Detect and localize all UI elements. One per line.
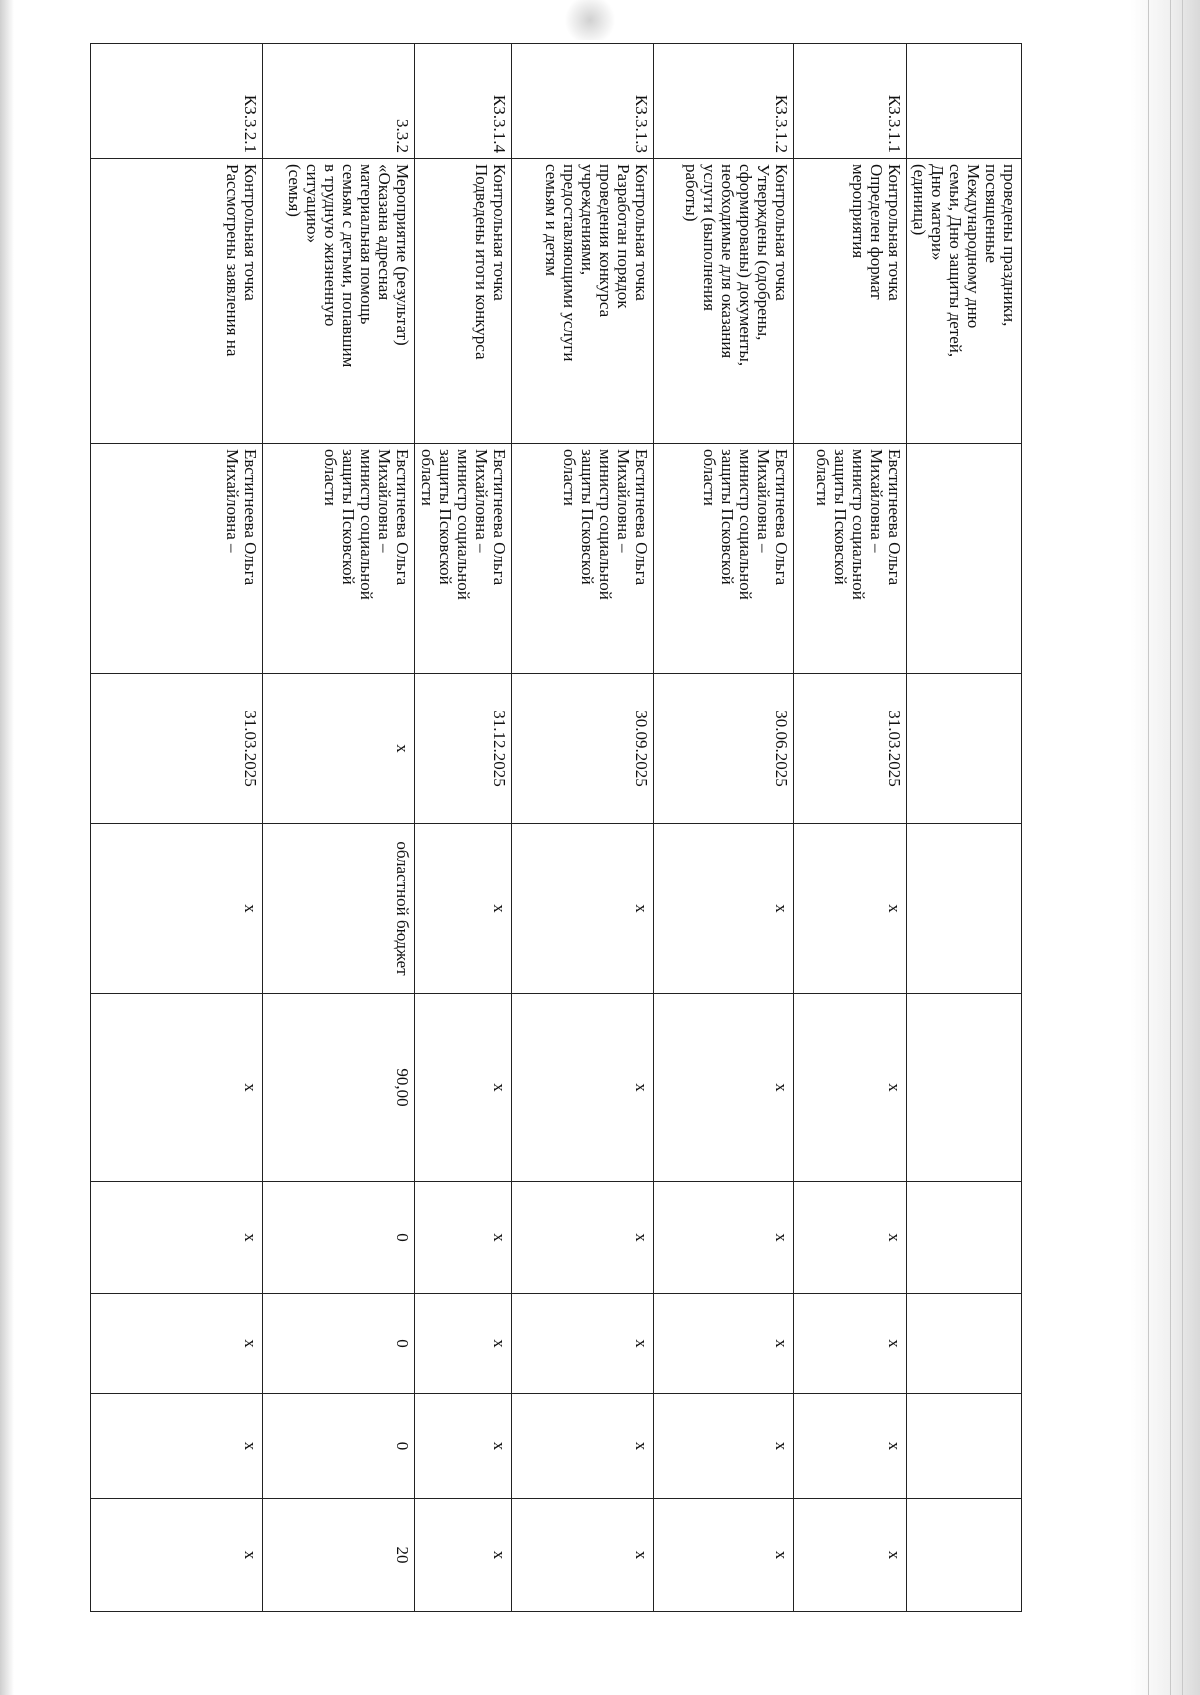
row-value-2: x [512, 1182, 654, 1294]
row-name-line: предоставляющими услуги [560, 164, 579, 362]
row-responsible-line: области [418, 449, 437, 506]
row-name-line: Контрольная точка [885, 164, 904, 301]
row-name [512, 159, 654, 444]
row-responsible-line: Евстигнеева Ольга [490, 449, 509, 586]
row-date: 31.03.2025 [91, 674, 263, 824]
row-code: КЗ.3.1.2 [654, 44, 794, 159]
row-value-2: x [91, 1182, 263, 1294]
row-name-line: Контрольная точка [241, 164, 260, 301]
row-name [654, 159, 794, 444]
row-responsible-line: области [700, 449, 719, 506]
row-responsible-line: защиты Псковской [831, 449, 850, 585]
row-value-3: x [654, 1294, 794, 1394]
row-name [415, 159, 512, 444]
row-value-1 [907, 994, 1022, 1182]
row-source [907, 824, 1022, 994]
row-responsible-line: защиты Псковской [339, 449, 358, 585]
row-responsible-line: Михайловна – [472, 449, 491, 553]
row-responsible-line: Евстигнеева Ольга [772, 449, 791, 586]
row-value-4 [907, 1394, 1022, 1499]
row-responsible [794, 444, 907, 674]
row-name-line: материальная помощь [357, 164, 376, 325]
table-row [794, 44, 907, 1612]
scan-left-edge [0, 0, 14, 1695]
table-body [91, 44, 1022, 1612]
row-name-line: Дню матери» [928, 164, 947, 261]
row-value-3: x [512, 1294, 654, 1394]
row-name-line: Контрольная точка [490, 164, 509, 301]
row-name-line: необходимые для оказания [718, 164, 737, 359]
table-row [907, 44, 1022, 1612]
row-responsible-line: Михайловна – [223, 449, 242, 553]
row-responsible-line: защиты Псковской [436, 449, 455, 585]
row-name-line: Рассмотрены заявления на [223, 164, 242, 357]
row-value-2: x [794, 1182, 907, 1294]
row-responsible-line: министр социальной [357, 449, 376, 600]
row-value-1: x [794, 994, 907, 1182]
row-responsible-line: области [813, 449, 832, 506]
row-responsible-line: Евстигнеева Ольга [241, 449, 260, 586]
row-date: 30.06.2025 [654, 674, 794, 824]
row-source: x [654, 824, 794, 994]
row-value-1: 90,00 [263, 994, 415, 1182]
row-responsible-line: Евстигнеева Ольга [393, 449, 412, 586]
row-name-line: проведены праздники, [1000, 164, 1019, 327]
row-value-5: x [794, 1499, 907, 1612]
row-value-4: x [654, 1394, 794, 1499]
row-value-3: x [794, 1294, 907, 1394]
row-name-line: услуги (выполнения [700, 164, 719, 311]
table-row [512, 44, 654, 1612]
table-row [91, 44, 263, 1612]
row-name-line: сформированы) документы, [736, 164, 755, 367]
table-row [263, 44, 415, 1612]
row-responsible-line: министр социальной [596, 449, 615, 600]
row-value-1: x [415, 994, 512, 1182]
row-responsible [91, 444, 263, 674]
row-name-line: Контрольная точка [772, 164, 791, 301]
row-value-4: x [512, 1394, 654, 1499]
table-row [654, 44, 794, 1612]
row-date [907, 674, 1022, 824]
plan-table [90, 43, 1022, 1612]
row-value-5: x [91, 1499, 263, 1612]
row-name-line: семьи, Дню защиты детей, [946, 164, 965, 358]
row-name [91, 159, 263, 444]
row-responsible [512, 444, 654, 674]
row-code: 3.3.2 [263, 44, 415, 159]
table-row [415, 44, 512, 1612]
row-date: 31.12.2025 [415, 674, 512, 824]
row-name-line: Определен формат [867, 164, 886, 300]
row-source: x [91, 824, 263, 994]
row-name-line: «Оказана адресная [375, 164, 394, 301]
row-responsible-line: области [560, 449, 579, 506]
row-value-4: x [415, 1394, 512, 1499]
row-value-5: 20 [263, 1499, 415, 1612]
row-responsible-line: защиты Псковской [718, 449, 737, 585]
row-code: КЗ.3.1.1 [794, 44, 907, 159]
row-value-3 [907, 1294, 1022, 1394]
row-responsible-line: министр социальной [736, 449, 755, 600]
row-value-2: 0 [263, 1182, 415, 1294]
row-source: x [512, 824, 654, 994]
row-responsible-line: Михайловна – [375, 449, 394, 553]
row-name-line: мероприятия [849, 164, 868, 259]
row-value-3: x [415, 1294, 512, 1394]
row-name-line: в трудную жизненную [321, 164, 340, 327]
row-code: КЗ.3.1.3 [512, 44, 654, 159]
row-name-line: ситуацию» [303, 164, 322, 244]
row-responsible [654, 444, 794, 674]
row-responsible-line: защиты Псковской [578, 449, 597, 585]
row-name [794, 159, 907, 444]
row-responsible [415, 444, 512, 674]
row-responsible-line: Михайловна – [754, 449, 773, 553]
row-name-line: Утверждены (одобрены, [754, 164, 773, 341]
row-value-2 [907, 1182, 1022, 1294]
row-value-1: x [512, 994, 654, 1182]
row-value-5 [907, 1499, 1022, 1612]
row-name-line: работы) [682, 164, 701, 222]
row-source: x [794, 824, 907, 994]
row-name-line: Мероприятие (результат) [393, 164, 412, 346]
row-value-4: 0 [263, 1394, 415, 1499]
row-value-3: x [91, 1294, 263, 1394]
scan-right-edge [1130, 0, 1200, 1695]
row-name [907, 159, 1022, 444]
row-name-line: учреждениями, [578, 164, 597, 276]
scan-noise-mark [560, 0, 620, 40]
row-name-line: (единица) [910, 164, 929, 236]
row-value-1: x [654, 994, 794, 1182]
row-name-line: семьям с детьми, попавшим [339, 164, 358, 368]
row-responsible-line: Евстигнеева Ольга [632, 449, 651, 586]
row-name-line: Контрольная точка [632, 164, 651, 301]
row-responsible-line: Михайловна – [867, 449, 886, 553]
row-name-line: посвященные [982, 164, 1001, 263]
row-name-line: проведения конкурса [596, 164, 615, 318]
row-name-line: Подведены итоги конкурса [472, 164, 491, 360]
row-code [907, 44, 1022, 159]
rotated-page [100, 43, 1022, 1564]
row-date: 31.03.2025 [794, 674, 907, 824]
row-value-2: x [654, 1182, 794, 1294]
row-responsible [263, 444, 415, 674]
row-value-4: x [91, 1394, 263, 1499]
row-value-1: x [91, 994, 263, 1182]
row-value-5: x [654, 1499, 794, 1612]
row-code: КЗ.3.2.1 [91, 44, 263, 159]
row-name-line: Разработан порядок [614, 164, 633, 309]
row-responsible-line: Михайловна – [614, 449, 633, 553]
row-name-line: семьям и детям [542, 164, 561, 276]
row-responsible-line: министр социальной [849, 449, 868, 600]
row-responsible-line: области [321, 449, 340, 506]
row-value-5: x [415, 1499, 512, 1612]
row-date: x [263, 674, 415, 824]
row-name-line: Международному дню [964, 164, 983, 329]
row-code: КЗ.3.1.4 [415, 44, 512, 159]
row-responsible [907, 444, 1022, 674]
row-value-5: x [512, 1499, 654, 1612]
row-name-line: (семья) [285, 164, 304, 217]
row-date: 30.09.2025 [512, 674, 654, 824]
row-value-3: 0 [263, 1294, 415, 1394]
row-value-2: x [415, 1182, 512, 1294]
row-responsible-line: министр социальной [454, 449, 473, 600]
row-responsible-line: Евстигнеева Ольга [885, 449, 904, 586]
row-value-4: x [794, 1394, 907, 1499]
row-name [263, 159, 415, 444]
row-source: x [415, 824, 512, 994]
row-source: областной бюджет [263, 824, 415, 994]
